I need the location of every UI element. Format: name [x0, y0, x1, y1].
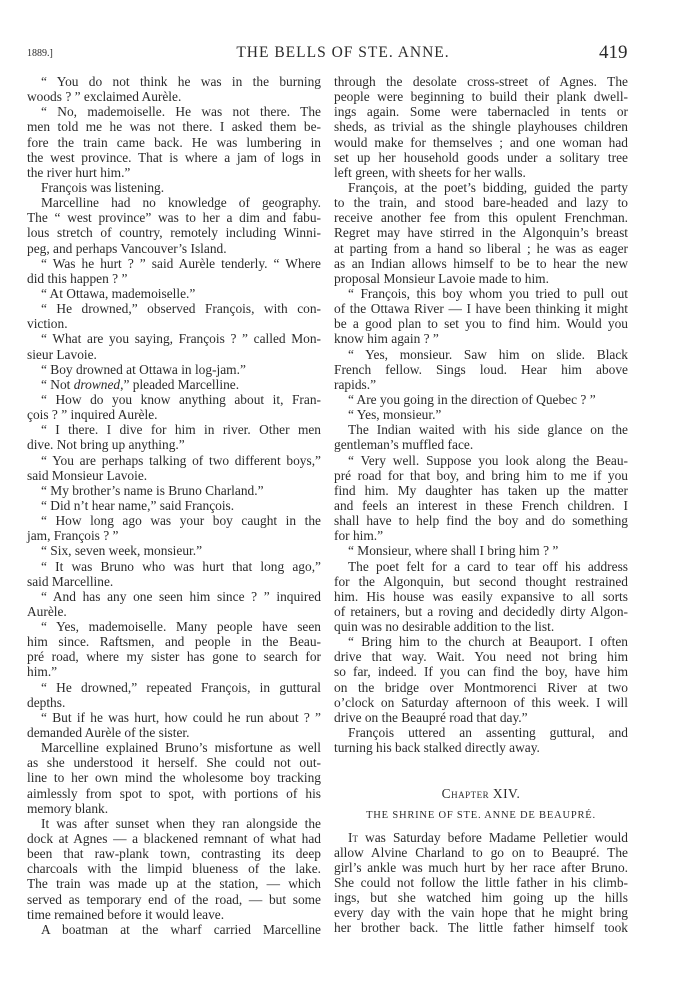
text-line: François uttered an assenting guttural, and — [348, 725, 628, 741]
text-line: Regret may have stirred in the Algonquin’s breast — [334, 225, 628, 241]
text-line: dive. Not bring up anything.” — [27, 437, 185, 453]
text-line: pré road, where my sister has gone to search for — [27, 649, 321, 665]
text-line: Marcelline had no knowledge of geography. — [41, 195, 321, 211]
text-line: pré road for that boy, and bring him to me if you — [334, 467, 628, 483]
text-line: at parting from a hand so liberal ; he was as eager — [334, 240, 628, 256]
text-line: “ Are you going in the direction of Quebec ? ” — [348, 391, 596, 407]
header-year: 1889.] — [27, 48, 53, 59]
text-line: find him. My daughter has taken up the matter — [334, 482, 628, 498]
chapter-heading — [334, 786, 628, 801]
text-line: The Indian waited with his side glance on the — [348, 422, 628, 438]
running-title: THE BELLS OF STE. ANNE. — [236, 44, 450, 61]
spacer — [334, 823, 628, 830]
text-line: people were beginning to build their plank dwell- — [334, 89, 628, 105]
text-line: as she understood it herself. She could not out- — [27, 755, 321, 771]
text-line: “ I there. I dive for him in river. Other men — [41, 422, 321, 438]
text-line: on the bridge over Montmorenci River at two — [334, 679, 628, 695]
text-line: fore the train came back. He was lumbering in — [27, 134, 321, 150]
text-line: every day with the vain hope that he might bring — [334, 905, 628, 921]
text-line: “ My brother’s name is Bruno Charland.” — [41, 482, 264, 498]
text-line: through the desolate cross-street of Agnes. The — [334, 74, 628, 89]
small-caps-opening: It — [348, 829, 358, 845]
text-line: sheds, as trivial as the shingle playhouses children — [334, 119, 628, 135]
text-line: “ Very well. Suppose you look along the Beau- — [348, 452, 628, 468]
text-line: be a good plan to set you to find him. Would you — [334, 316, 628, 332]
right-column — [334, 74, 628, 936]
text-line: served as temporary end of the road, — but some — [27, 891, 321, 907]
text-line: so far, indeed. If you can find the boy, have him — [334, 664, 628, 680]
text-line: ings, but she watched him going up the hills — [334, 890, 628, 906]
text-line: “ Was he hurt ? ” said Aurèle tenderly. “ Where — [41, 255, 321, 271]
text-line: “ How do you know anything about it, Fran- — [41, 391, 321, 407]
chapter-subtitle: THE SHRINE OF STE. ANNE DE BEAUPRÉ. — [366, 809, 596, 821]
text-line: “ Yes, mademoiselle. Many people have seen — [41, 619, 321, 635]
text-line: çois ? ” inquired Aurèle. — [27, 407, 158, 423]
text-line: “ François, this boy whom you tried to pull out — [348, 285, 628, 301]
text-line — [27, 377, 321, 392]
text-line: “ You are perhaps talking of two different boys,” — [41, 452, 321, 468]
text-line: him. His house was easily expansive to all sorts — [334, 588, 628, 604]
text-line: allow Alvine Charland to go on to Beaupré. The — [334, 844, 628, 860]
text-line: “ It was Bruno who was hurt that long ago,” — [41, 558, 321, 574]
text-line: “ And has any one seen him since ? ” inquired — [41, 588, 321, 604]
text-line: said Marcelline. — [27, 573, 114, 589]
text-line: dock at Agnes — a blackened remnant of what had — [27, 831, 321, 847]
text-line: would make for themselves ; and one woman had — [334, 134, 628, 150]
text-line: The poet felt for a card to tear off his address — [348, 558, 628, 574]
text-line: Marcelline explained Bruno’s misfortune as well — [41, 740, 321, 756]
text-line: the river hurt him.” — [27, 164, 131, 180]
text-line: line to her own mind the wholesome boy tracking — [27, 770, 321, 786]
text-line: “ At Ottawa, mademoiselle.” — [41, 285, 196, 301]
text-line: and feels an interest in these French children. I — [334, 497, 628, 513]
text-line: François was listening. — [41, 179, 165, 195]
text-line: set up her household goods under a solitary tree — [334, 149, 628, 165]
text-line: for him.” — [334, 528, 384, 544]
text-line: know him again ? ” — [334, 331, 439, 347]
text-line: girl’s ankle was much hurt by her race after Bruno. — [334, 859, 628, 875]
text-line: proposal Monsieur Lavoie made to him. — [334, 270, 549, 286]
text-line: jam, François ? ” — [27, 528, 119, 544]
text-line: of the Ottawa River — I have been thinking it might — [334, 301, 628, 317]
text-line: o’clock on Saturday afternoon of this week. I will — [334, 694, 628, 710]
spacer — [334, 755, 628, 770]
text-line: François, at the poet’s bidding, guided the party — [348, 179, 628, 195]
text-line: to the train, and stood bare-headed and lazy to — [334, 195, 628, 211]
text-line: “ Boy drowned at Ottawa in log-jam.” — [41, 361, 246, 377]
text-line: her brother back. The little father himself took — [334, 920, 628, 936]
text-line: quin was no desirable addition to the list. — [334, 619, 555, 635]
text-line: of retainers, but a roving and decidedly dirty Algon- — [334, 603, 628, 619]
text-line: rapids.” — [334, 376, 377, 392]
text-fragment: “ Not — [41, 376, 74, 392]
text-line: The train was made up at the station, — which — [27, 876, 321, 892]
text-line: aimlessly from spot to spot, with portions of his — [27, 785, 321, 801]
text-line: turning his back stalked directly away. — [334, 740, 540, 756]
text-line: as an Indian allows himself to be to hear the new — [334, 255, 628, 271]
text-line: sieur Lavoie. — [27, 346, 97, 362]
text-line: drive that way. Wait. You need not bring him — [334, 649, 628, 665]
text-line: time remained before it would leave. — [27, 906, 225, 922]
text-line: A boatman at the wharf carried Marcelline — [41, 921, 321, 937]
text-line: “ How long ago was your boy caught in the — [41, 513, 321, 529]
text-line: “ Yes, monsieur. Saw him on slide. Black — [348, 346, 628, 362]
text-line: did this happen ? ” — [27, 270, 128, 286]
text-line: The “ west province” was to her a dim and fabu- — [27, 210, 321, 226]
spacer — [334, 801, 628, 808]
right-column-text — [334, 74, 628, 755]
text-line: “ Monsieur, where shall I bring him ? ” — [348, 543, 559, 559]
text-line: “ Yes, monsieur.” — [348, 407, 442, 423]
text-line: It was after sunset when they ran alongside the — [41, 815, 321, 831]
text-line: drive on the Beaupré road that day.” — [334, 709, 528, 725]
text-line: “ Bring him to the church at Beauport. I often — [348, 634, 628, 650]
text-line: French fellow. Sings loud. Hear him above — [334, 361, 628, 377]
text-line: Aurèle. — [27, 603, 67, 619]
text-line: charcoals with the limpid blueness of the lake. — [27, 861, 321, 877]
text-line: demanded Aurèle of the sister. — [27, 725, 190, 741]
text-line: “ He drowned,” observed François, with con- — [41, 301, 321, 317]
text-line: “ But if he was hurt, how could he run about ? ” — [41, 709, 321, 725]
text-fragment: ,” pleaded Marcelline. — [120, 376, 240, 392]
text-line: “ Did n’t hear name,” said François. — [41, 497, 235, 513]
left-column — [27, 74, 321, 937]
text-line: “ No, mademoiselle. He was not there. The — [41, 104, 321, 120]
text-line: for the Algonquin, but second thought restrained — [334, 573, 628, 589]
text-line: gentleman’s muffled face. — [334, 437, 474, 453]
text-line: woods ? ” exclaimed Aurèle. — [27, 89, 182, 105]
text-line: receive another fee from this opulent Frenchman. — [334, 210, 628, 226]
text-line: ings again. Some were tabernacled in tents or — [334, 104, 628, 120]
text-line: lous stretch of country, remotely including Winni- — [27, 225, 321, 241]
text-line — [334, 830, 628, 845]
text-line: viction. — [27, 316, 68, 332]
text-line: “ You do not think he was in the burning — [41, 74, 321, 89]
text-line: “ What are you saying, François ? ” called Mon- — [41, 331, 321, 347]
text-line: left green, with sheets for her walls. — [334, 164, 526, 180]
text-line: him since. Raftsmen, and people in the Beau- — [27, 634, 321, 650]
chapter-opening-text — [334, 830, 628, 936]
text-line: shall have to help find the boy and do something — [334, 513, 628, 529]
text-line: depths. — [27, 694, 66, 710]
text-line: been that raw-plank town, contrasting its deep — [27, 846, 321, 862]
text-line: the west province. That is where a jam of logs in — [27, 149, 321, 165]
page-number: 419 — [599, 42, 628, 63]
text-fragment: was Saturday before Madame Pelletier would — [357, 829, 628, 845]
italic-word: drowned — [73, 376, 121, 392]
spacer — [334, 770, 628, 785]
text-line: memory blank. — [27, 800, 109, 816]
text-line: men told me he was not there. I asked them be- — [27, 119, 321, 135]
chapter-heading-text: Chapter XIV. — [441, 785, 521, 801]
text-line: “ He drowned,” repeated François, in guttural — [41, 679, 321, 695]
text-line: said Monsieur Lavoie. — [27, 467, 148, 483]
text-line: peg, and perhaps Vancouver’s Island. — [27, 240, 227, 256]
text-line: him.” — [27, 664, 58, 680]
text-line: She could not follow the little father in his climb- — [334, 875, 628, 891]
text-line: “ Six, seven week, monsieur.” — [41, 543, 203, 559]
